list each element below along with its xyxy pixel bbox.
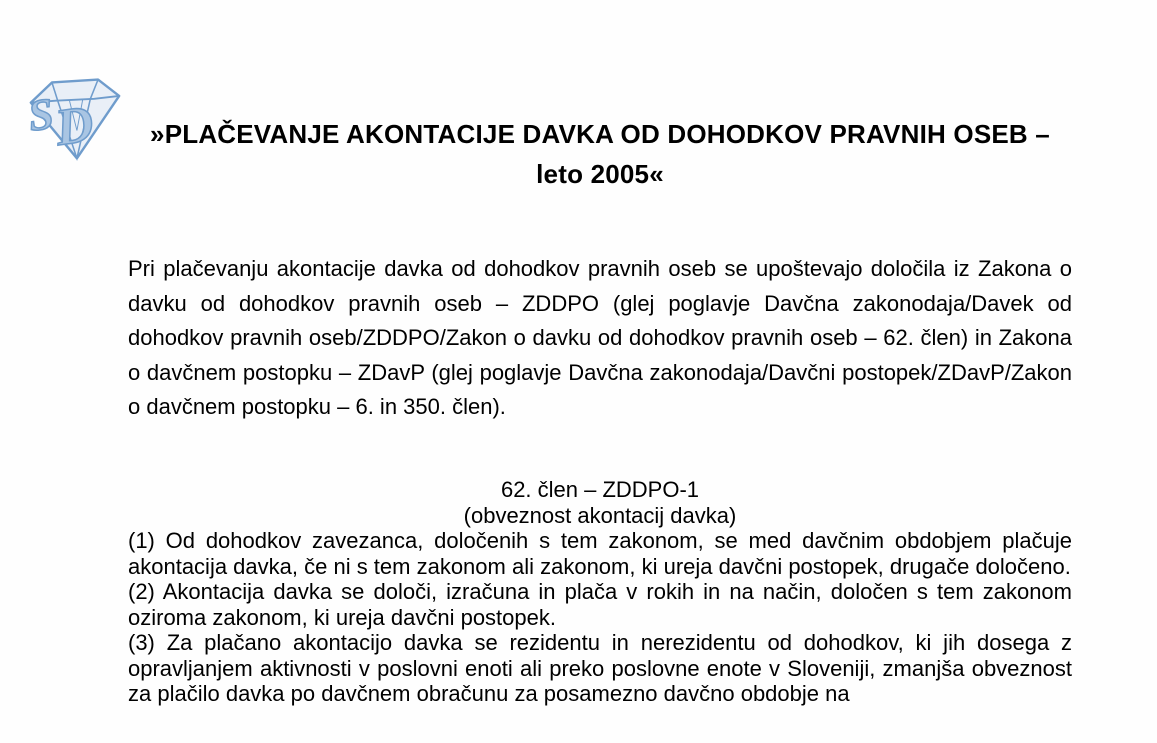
document-title-line-2: leto 2005« <box>536 159 664 189</box>
article-paragraph-2: (2) Akontacija davka se določi, izračuna in plača v rokih in na način, določen s tem zakonom oziroma zakonom, ki ureja davčni postopek. <box>128 579 1072 630</box>
document-title <box>128 114 1072 194</box>
document-title-line-1: »PLAČEVANJE AKONTACIJE DAVKA OD DOHODKOV PRAVNIH OSEB – <box>150 119 1050 149</box>
diamond-gem-icon <box>27 72 123 164</box>
svg-text:S: S <box>27 88 57 141</box>
article-heading: 62. člen – ZDDPO-1 <box>500 477 700 502</box>
intro-paragraph: Pri plačevanju akontacije davka od dohodkov pravnih oseb se upoštevajo določila iz Zakona o davku od dohodkov pravnih oseb – ZDDPO (glej poglavje Davčna zakonodaja/Davek od dohodkov pravnih oseb/ZDDPO/Zakon o davku od dohodkov pravnih oseb – 62. člen) in Zakona o davčnem postopku – ZDavP (glej poglavje Davčna zakonodaja/Davčni postopek/ZDavP/Zakon o davčnem postopku – 6. in 350. člen). <box>128 256 1072 419</box>
article-62-section <box>128 477 1072 707</box>
sd-diamond-logo <box>27 72 123 164</box>
svg-text:D: D <box>52 95 98 158</box>
article-paragraph-3: (3) Za plačano akontacijo davka se rezidentu in nerezidentu od dohodkov, ki jih dosega z opravljanjem aktivnosti v poslovni enoti ali preko poslovne enote v Sloveniji, zmanjša obveznost za plačilo davka po davčnem obračunu za posamezno davčno obdobje na <box>128 630 1072 706</box>
article-paragraph-1: (1) Od dohodkov zavezanca, določenih s tem zakonom, se med davčnim obdobjem plačuje akontacija davka, če ni s tem zakonom ali zakonom, ki ureja davčni postopek, drugače določeno. <box>128 528 1072 579</box>
article-subheading: (obveznost akontacij davka) <box>463 502 737 528</box>
